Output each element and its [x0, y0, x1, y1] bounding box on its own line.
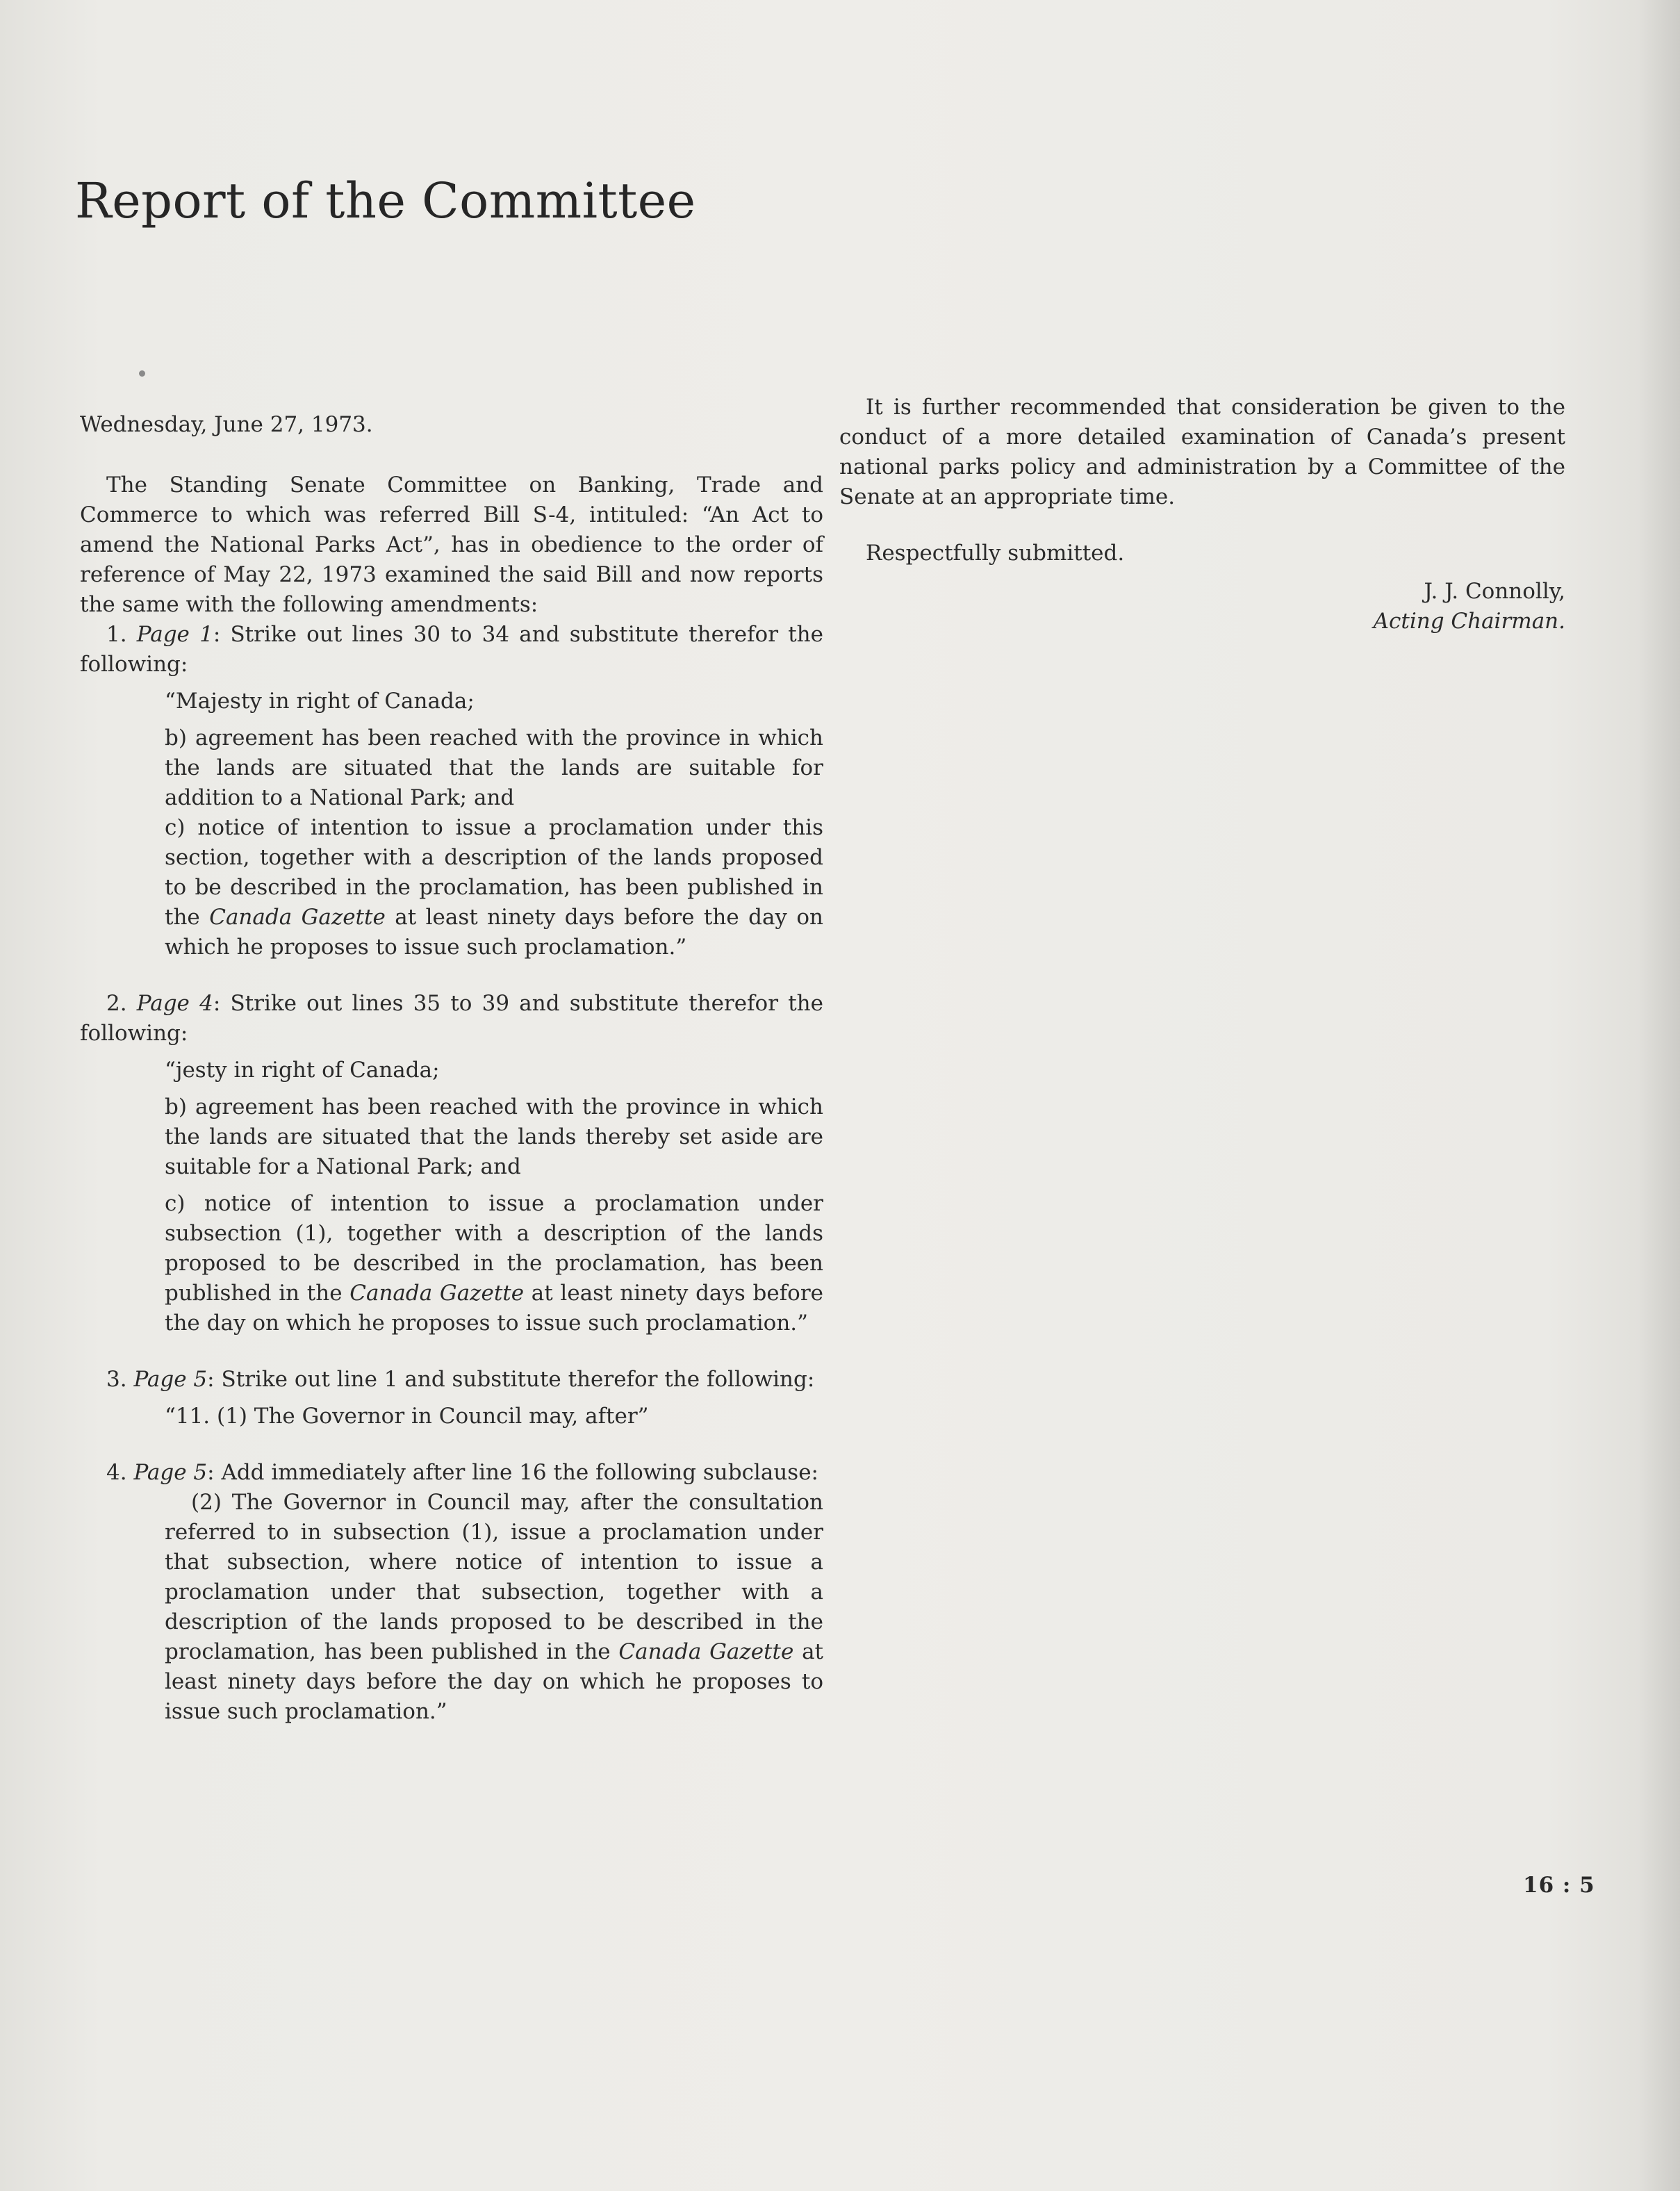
quote-clause-b: b) agreement has been reached with the province in which the lands are situated that the lands thereby set aside are suitable for a National Park; and: [165, 1094, 823, 1179]
ink-speck-mark: [139, 370, 145, 377]
amendment-number: 3.: [106, 1367, 127, 1392]
left-column: [80, 410, 823, 1727]
intro-paragraph: The Standing Senate Committee on Banking, Trade and Commerce to which was referred Bill S-4, intituled: “An Act to amend the National Parks Act”, has in obedience to the order of reference of May 22, 1973 examined the said Bill and now reports the same with the following amendments:: [80, 473, 823, 617]
amendment-4: [80, 1458, 823, 1727]
gazette-name: Canada Gazette: [209, 905, 386, 930]
quote-clause-c-text: c) notice of intention to issue a proclamation under subsection (1), together with a description of the lands proposed to be described in the proclamation, has been published in the: [165, 1191, 823, 1306]
amendment-instruction: : Strike out lines 35 to 39 and substitute therefor the following:: [80, 991, 823, 1046]
amendment-number: 4.: [106, 1460, 127, 1485]
page-folio: 16 : 5: [1523, 1873, 1595, 1898]
right-column: [839, 393, 1565, 637]
amendment-instruction: : Strike out line 1 and substitute therefor the following:: [207, 1367, 815, 1392]
report-date: Wednesday, June 27, 1973.: [80, 412, 373, 437]
amendment-number: 2.: [106, 991, 127, 1016]
amendment-page-ref: Page 4: [136, 991, 213, 1016]
amendment-instruction: : Strike out lines 30 to 34 and substitute therefor the following:: [80, 622, 823, 677]
quote-subclause-text: (2) The Governor in Council may, after the consultation referred to in subsection (1), issue a proclamation under that subsection, where notice of intention to issue a proclamation under that subsection, together with a description of the lands proposed to be described in the proclamation, has been published in the: [165, 1490, 823, 1664]
amendment-2: [80, 989, 823, 1338]
amendment-3: [80, 1365, 823, 1431]
page-title: Report of the Committee: [75, 172, 696, 229]
page-spine-shadow: [1638, 0, 1680, 2191]
quote-clause-c-tail: at least ninety days before the day on which he proposes to issue such proclamation.”: [165, 905, 824, 960]
gazette-name: Canada Gazette: [618, 1639, 794, 1664]
amendment-page-ref: Page 5: [133, 1367, 208, 1392]
quote-clause-c: [165, 813, 823, 962]
quote-clause-c: [165, 1189, 823, 1338]
quote-clause-b: b) agreement has been reached with the province in which the lands are situated that the lands are suitable for addition to a National Park; and: [165, 725, 823, 810]
quote-subclause: [165, 1488, 823, 1727]
signatory-name: J. J. Connolly,: [1424, 579, 1565, 604]
amendment-page-ref: Page 5: [133, 1460, 208, 1485]
signatory-title-text: Acting Chairman.: [1373, 609, 1565, 634]
quote-line: “jesty in right of Canada;: [165, 1058, 440, 1083]
amendment-heading: [80, 620, 823, 680]
amendment-1: [80, 620, 823, 962]
quote-clause-c-text: c) notice of intention to issue a proclamation under this section, together with a description of the lands proposed to be described in the proclamation, has been published in the: [165, 815, 823, 930]
quote-subclause-tail: at least ninety days before the day on which he proposes to issue such proclamation.”: [165, 1639, 824, 1724]
quote-line: “Majesty in right of Canada;: [165, 689, 475, 714]
amendment-heading: [80, 989, 823, 1049]
signatory-title: [839, 607, 1565, 637]
closing-line: Respectfully submitted.: [866, 541, 1125, 566]
recommendation-paragraph: It is further recommended that consideration be given to the conduct of a more detailed examination of Canada’s present national parks policy and administration by a Committee of the Senate at an appropriate time.: [839, 395, 1565, 509]
gazette-name: Canada Gazette: [349, 1281, 525, 1306]
amendment-heading: [80, 1365, 823, 1395]
amendment-instruction: : Add immediately after line 16 the following subclause:: [207, 1460, 818, 1485]
amendment-page-ref: Page 1: [136, 622, 213, 647]
quote-clause-c-tail: at least ninety days before the day on which he proposes to issue such proclamation.”: [165, 1281, 824, 1336]
quote-line: “11. (1) The Governor in Council may, after”: [165, 1404, 649, 1429]
amendment-number: 1.: [106, 622, 127, 647]
amendment-heading: [80, 1458, 823, 1488]
